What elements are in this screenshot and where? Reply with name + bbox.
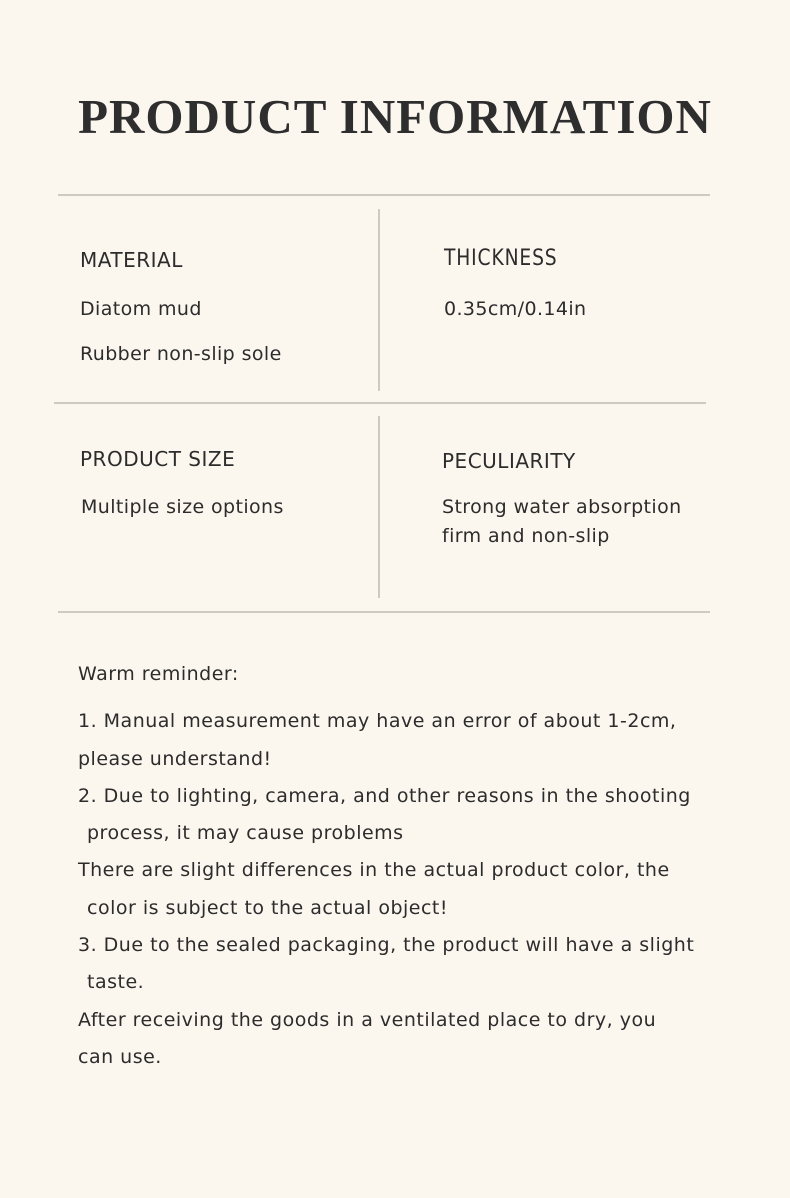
reminder-line: taste. bbox=[87, 971, 145, 994]
product-size-value: Multiple size options bbox=[81, 496, 284, 518]
reminder-line: 2. Due to lighting, camera, and other reasons in the shooting bbox=[78, 784, 691, 807]
reminder-line: please understand! bbox=[78, 747, 272, 770]
material-cell bbox=[80, 248, 282, 365]
reminder-line: color is subject to the actual object! bbox=[87, 896, 448, 919]
reminder-line: There are slight differences in the actual product color, the bbox=[78, 859, 670, 882]
thickness-cell bbox=[444, 246, 587, 320]
product-size-heading: PRODUCT SIZE bbox=[80, 447, 236, 471]
material-value: Rubber non-slip sole bbox=[80, 343, 282, 365]
product-size-cell bbox=[80, 447, 284, 518]
material-value: Diatom mud bbox=[80, 298, 202, 320]
warm-reminder bbox=[78, 656, 738, 1076]
reminder-line: After receiving the goods in a ventilated place to dry, you bbox=[78, 1008, 657, 1031]
peculiarity-value: firm and non-slip bbox=[442, 525, 610, 547]
reminder-line: process, it may cause problems bbox=[87, 822, 404, 845]
top-divider bbox=[58, 194, 710, 196]
peculiarity-value: Strong water absorption bbox=[442, 496, 682, 518]
reminder-line: can use. bbox=[78, 1045, 162, 1068]
peculiarity-cell bbox=[442, 449, 682, 547]
reminder-line: 3. Due to the sealed packaging, the product will have a slight bbox=[78, 934, 695, 957]
upper-column-divider bbox=[378, 209, 380, 391]
middle-divider bbox=[54, 402, 706, 404]
lower-column-divider bbox=[378, 416, 380, 598]
material-heading: MATERIAL bbox=[80, 248, 183, 272]
peculiarity-heading: PECULIARITY bbox=[442, 449, 576, 473]
thickness-value: 0.35cm/0.14in bbox=[444, 298, 587, 320]
bottom-divider bbox=[58, 611, 710, 613]
page-title: PRODUCT INFORMATION bbox=[78, 89, 712, 144]
reminder-line: 1. Manual measurement may have an error of about 1-2cm, bbox=[78, 710, 677, 733]
reminder-heading: Warm reminder: bbox=[78, 663, 239, 685]
thickness-heading: THICKNESS bbox=[444, 246, 558, 271]
